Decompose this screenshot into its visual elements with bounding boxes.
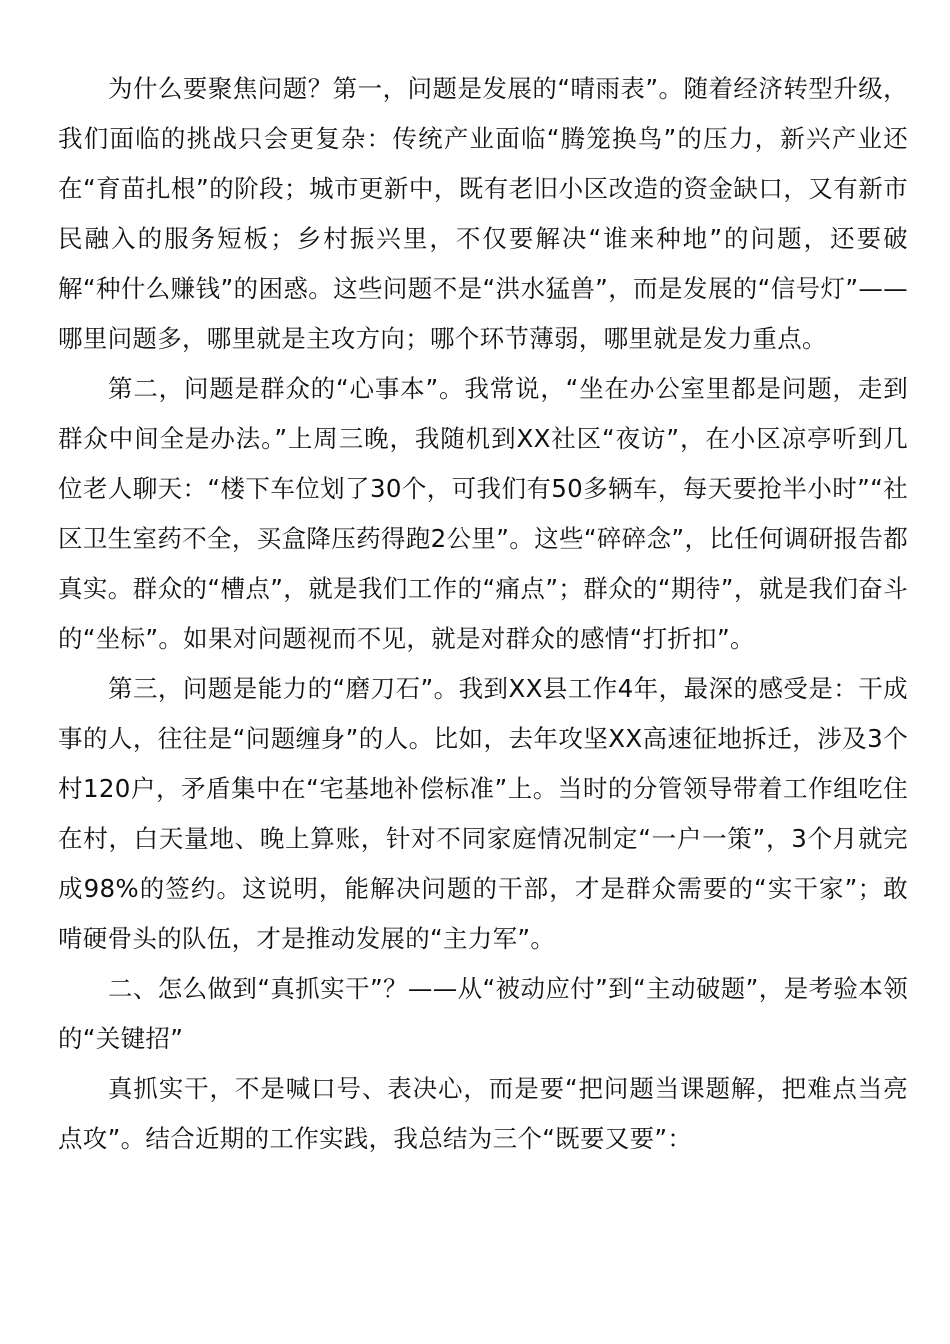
paragraph-why-focus-problems: 为什么要聚焦问题？第一，问题是发展的“晴雨表”。随着经济转型升级，我们面临的挑战只会更复杂：传统产业面临“腾笼换鸟”的压力，新兴产业还在“育苗扎根”的阶段；城市更新中，既有老旧小区改造的资金缺口，又有新市民融入的服务短板；乡村振兴里，不仅要解决“谁来种地”的问题，还要破解“种什么赚钱”的困惑。这些问题不是“洪水猛兽”，而是发展的“信号灯”——哪里问题多，哪里就是主攻方向；哪个环节薄弱，哪里就是发力重点。 [58,74,908,353]
paragraph-third-point: 第三，问题是能力的“磨刀石”。我到XX县工作4年，最深的感受是：干成事的人，往往是“问题缠身”的人。比如，去年攻坚XX高速征地拆迁，涉及3个村120户，矛盾集中在“宅基地补偿标准”上。当时的分管领导带着工作组吃住在村，白天量地、晚上算账，针对不同家庭情况制定“一户一策”，3个月就完成98%的签约。这说明，能解决问题的干部，才是群众需要的“实干家”；敢啃硬骨头的队伍，才是推动发展的“主力军”。 [58,674,908,953]
section-heading-two: 二、怎么做到“真抓实干”？——从“被动应付”到“主动破题”，是考验本领的“关键招” [58,974,908,1053]
paragraph-second-point: 第二，问题是群众的“心事本”。我常说，“坐在办公室里都是问题，走到群众中间全是办法。”上周三晚，我随机到XX社区“夜访”，在小区凉亭听到几位老人聊天：“楼下车位划了30个，可我们有50多辆车，每天要抢半小时”“社区卫生室药不全，买盒降压药得跑2公里”。这些“碎碎念”，比任何调研报告都真实。群众的“槽点”，就是我们工作的“痛点”；群众的“期待”，就是我们奋斗的“坐标”。如果对问题视而不见，就是对群众的感情“打折扣”。 [58,374,908,653]
document-page [58,64,908,1164]
paragraph-section-two-intro: 真抓实干，不是喊口号、表决心，而是要“把问题当课题解，把难点当亮点攻”。结合近期的工作实践，我总结为三个“既要又要”： [58,1074,908,1153]
